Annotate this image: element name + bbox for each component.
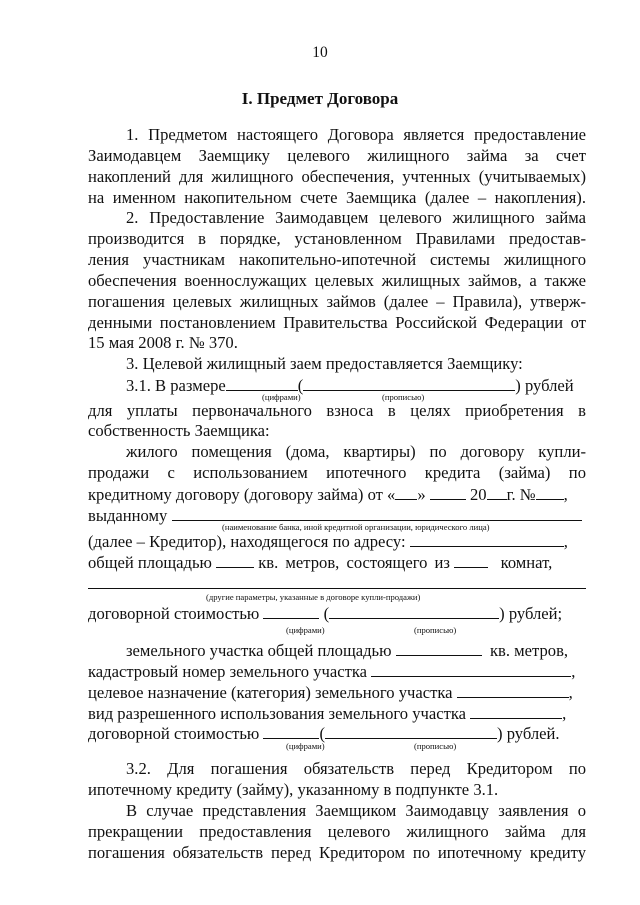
creditor-address-label: (далее – Кредитор), находящегося по адресу: [88,532,406,551]
land-line-2 [88,661,586,682]
dwelling-line-3 [88,484,586,505]
cadastral-number-label: кадастровый номер земельного участка [88,662,368,681]
dwelling-line-1: жилого помещения (дома, квартиры) по договору купли- [126,442,586,461]
land-category-field[interactable] [457,682,569,698]
total-area-label: общей площадью [88,553,212,572]
cadastral-number-field[interactable] [371,661,571,677]
contract-year-field[interactable] [487,484,507,500]
contract-price-label: договорной стоимостью [88,604,260,623]
land-area-label: земельного участка общей площадью [126,641,392,660]
rubles-suffix: ) рублей. [497,724,560,743]
p2-line-5: погашения целевых жилищных займов (далее – Правила), утверж- [88,292,586,311]
contract-number-field[interactable] [536,484,564,500]
rooms-label: кв. метров, состоящего из [258,553,450,572]
p1-line-1: 1. Предметом настоящего Договора является предоставление [126,125,586,144]
rooms-suffix: комнат, [500,553,553,572]
land-area-unit: кв. метров, [489,641,569,660]
rooms-count-field[interactable] [454,552,488,568]
p2-line-4: обеспечения военнослужащих целевых жилищных займов, а также [88,271,586,290]
dwelling-area-field[interactable] [216,552,254,568]
dwelling-hint-digits: (цифрами) [286,625,325,635]
amount-words-field[interactable] [303,375,515,391]
year-prefix: 20 [469,485,487,504]
comma: , [563,485,568,504]
comma: , [563,532,568,551]
land-line-1 [126,640,586,661]
creditor-name-field[interactable] [172,505,582,521]
credit-contract-prefix: кредитному договору (договору займа) от « [88,485,396,504]
dwelling-price-digits-field[interactable] [263,603,319,619]
land-hint-words: (прописью) [414,741,457,751]
other-params-field[interactable] [88,588,586,589]
p1-line-2: Заимодавцем Заемщику целевого жилищного займа за счет [88,146,586,165]
land-price-digits-field[interactable] [263,723,319,739]
land-price-line [88,723,586,744]
section-title: I. Предмет Договора [241,89,399,108]
land-line-4 [88,703,586,724]
permitted-use-label: вид разрешенного использования земельного участка [88,704,467,723]
amount-digits-field[interactable] [226,375,298,391]
p2-line-7: 15 мая 2008 г. № 370. [88,333,238,352]
s31-prefix: 3.1. В размере [126,376,226,395]
p3-line-1: 3. Целевой жилищный заем предоставляется Заемщику: [126,354,523,373]
land-line-3 [88,682,586,703]
land-price-words-field[interactable] [325,723,497,739]
dwelling-hint-words: (прописью) [414,625,457,635]
contract-month-field[interactable] [430,484,466,500]
number-label: г. № [506,485,536,504]
issued-by-label: выданному [88,506,168,525]
dwelling-price-line [88,603,586,624]
dwelling-line-5 [88,531,586,552]
dwelling-line-2: продажи с использованием ипотечного кредита (займа) по [88,463,586,482]
comma: , [568,683,573,702]
dwelling-line-6 [88,552,586,573]
quote-close: » [417,485,426,504]
land-price-label: договорной стоимостью [88,724,260,743]
land-area-field[interactable] [396,640,482,656]
open-paren: ( [323,604,330,623]
s31-line-2: для уплаты первоначального взноса в целях приобретения в [88,401,586,420]
p2-line-3: ления участникам накопительно-ипотечной системы жилищного [88,250,586,269]
p1-line-4: на именном накопительном счете Заемщика (далее – накопления). [88,188,586,207]
permitted-use-field[interactable] [470,703,562,719]
hint-bank-name: (наименование банка, иной кредитной организации, юридического лица) [222,522,490,532]
last-line-3: погашения обязательств перед Кредитором по ипотечному кредиту [88,843,586,862]
contract-day-field[interactable] [395,484,417,500]
s31-suffix: ) рублей [515,376,574,395]
comma: , [571,662,576,681]
hint-other-params: (другие параметры, указанные в договоре купли-продажи) [206,592,421,602]
last-line-1: В случае представления Заемщиком Заимодавцу заявления о [126,801,586,820]
s32-line-1: 3.2. Для погашения обязательств перед Кредитором по [126,759,586,778]
land-hint-digits: (цифрами) [286,741,325,751]
s31-open-paren: ( [297,376,304,395]
s31-amount-line [126,375,586,396]
land-category-label: целевое назначение (категория) земельного участка [88,683,453,702]
last-line-2: прекращении предоставления целевого жилищного займа для [88,822,586,841]
p2-line-6: денными постановлением Правительства Российской Федерации от [88,313,586,332]
p1-line-3: накоплений для жилищного обеспечения, учтенных (учитываемых) [88,167,586,186]
dwelling-price-words-field[interactable] [329,603,499,619]
p2-line-1: 2. Предоставление Заимодавцем целевого жилищного займа [126,208,586,227]
s31-line-3: собственность Заемщика: [88,421,270,440]
creditor-address-field[interactable] [410,531,564,547]
s32-line-2: ипотечному кредиту (займу), указанному в подпункте 3.1. [88,780,499,799]
s31-hint-words: (прописью) [382,392,425,402]
open-paren: ( [319,724,326,743]
s31-hint-digits: (цифрами) [262,392,301,402]
p2-line-2: производится в порядке, установленном Правилами предостав- [88,229,586,248]
page-number: 10 [312,44,328,61]
comma: , [562,704,567,723]
rubles-suffix: ) рублей; [499,604,563,623]
